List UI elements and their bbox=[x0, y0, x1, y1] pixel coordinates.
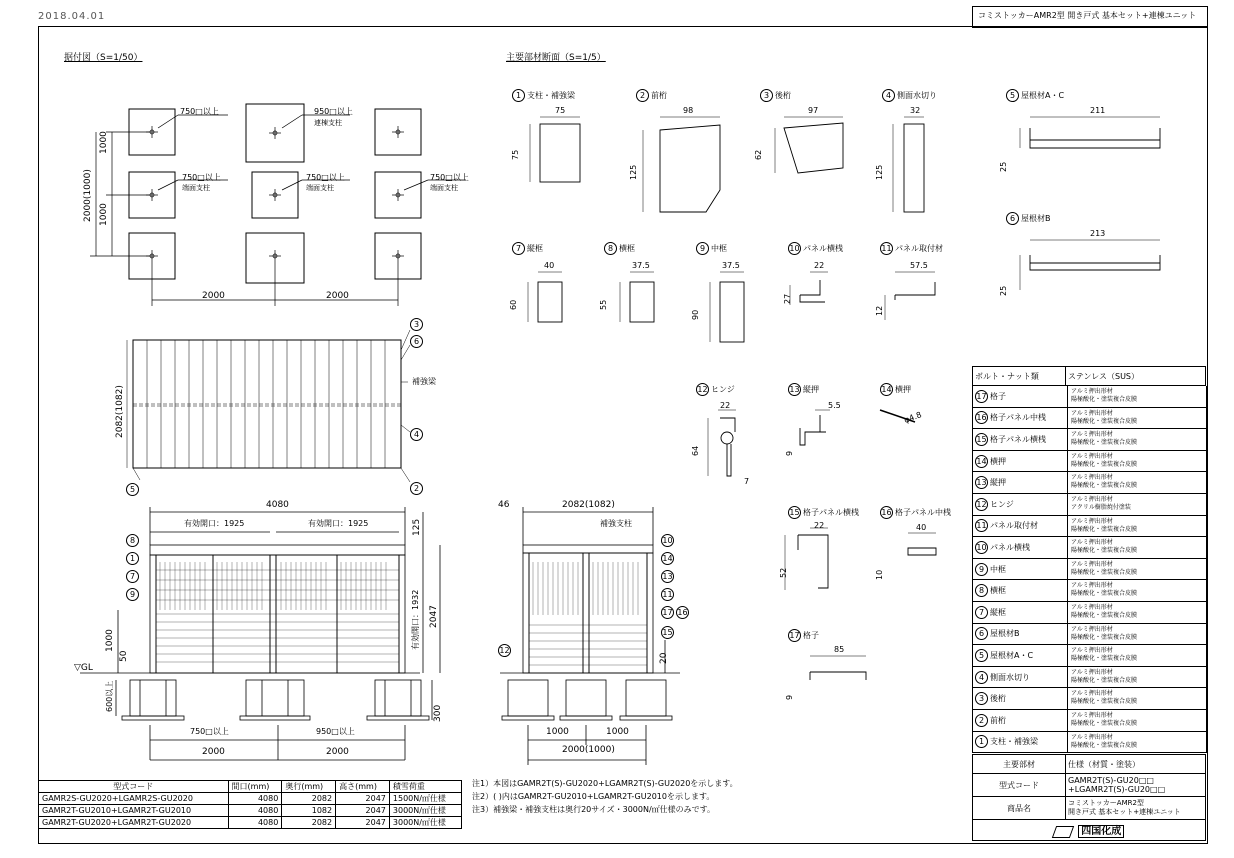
table-row bbox=[972, 732, 1207, 754]
member-13-label: 13 縦押 bbox=[789, 385, 819, 394]
parts-footer-name bbox=[973, 797, 1206, 820]
plan-callout-6: 6 bbox=[410, 335, 425, 348]
part-name: パネル横桟 bbox=[990, 542, 1030, 552]
table-row bbox=[972, 386, 1207, 408]
part-name-cell bbox=[973, 645, 1068, 666]
part-number: 5 bbox=[975, 649, 988, 662]
parts-footer-h1: 主要部材 bbox=[973, 755, 1066, 774]
part-number: 11 bbox=[976, 521, 987, 531]
layout-note-1: 750□以上 bbox=[180, 107, 219, 116]
side-callout-17: 17 bbox=[662, 608, 673, 617]
part-number: 3 bbox=[975, 692, 988, 705]
layout-dim-2000b: 2000 bbox=[326, 291, 349, 301]
member-10-label: 10 パネル横桟 bbox=[789, 244, 843, 253]
part-finish: 陽極酸化・塗装複合皮膜 bbox=[1071, 633, 1138, 641]
spec-cell: GAMR2T-GU2020+LGAMR2T-GU2020 bbox=[39, 817, 229, 829]
part-name-cell bbox=[973, 732, 1068, 753]
member-15-dim-w: 22 bbox=[814, 521, 825, 530]
part-name-cell bbox=[973, 451, 1068, 472]
part-finish: 陽極酸化・塗装複合皮膜 bbox=[1071, 698, 1138, 706]
member-7-label: 7 縦框 bbox=[512, 242, 543, 255]
drawing-title: コミストッカーAMR2型 開き戸式 基本セット+連棟ユニット bbox=[978, 11, 1197, 20]
part-number: 6 bbox=[975, 627, 988, 640]
table-row bbox=[972, 559, 1207, 581]
product-name-line-1: コミストッカーAMR2型 bbox=[1068, 799, 1144, 807]
spec-cell: 1500N/㎡仕様 bbox=[389, 793, 461, 805]
part-finish: 陽極酸化・塗装複合皮膜 bbox=[1071, 676, 1138, 684]
layout-note-4: 750□以上 bbox=[182, 173, 221, 182]
note-3: 注3）補強梁・補強支柱は奥行20サイズ・3000N/㎡仕様のみです。 bbox=[472, 805, 716, 814]
table-row bbox=[972, 408, 1207, 430]
front-bottom-1: 2000 bbox=[202, 747, 225, 757]
part-spec-cell bbox=[1068, 667, 1206, 688]
parts-table bbox=[972, 366, 1206, 386]
part-name-cell bbox=[973, 580, 1068, 601]
front-callout-1: 1 bbox=[126, 552, 141, 565]
front-fnote-2: 950□以上 bbox=[316, 727, 355, 736]
spec-cell: 2047 bbox=[336, 793, 390, 805]
part-finish: 陽極酸化・塗装複合皮膜 bbox=[1071, 439, 1138, 447]
member-14-dim: φ4.8 bbox=[902, 410, 923, 425]
layout-note-2: 950□以上 bbox=[314, 107, 353, 116]
part-finish: 陽極酸化・塗装複合皮膜 bbox=[1071, 525, 1138, 533]
part-name-cell bbox=[973, 429, 1068, 450]
part-finish: 陽極酸化・塗装複合皮膜 bbox=[1071, 482, 1138, 490]
member-15-label: 15 格子パネル横桟 bbox=[789, 508, 859, 517]
part-finish: 陽極酸化・塗装複合皮膜 bbox=[1071, 568, 1138, 576]
part-name-cell bbox=[973, 386, 1068, 407]
side-bottom-2: 1000 bbox=[606, 727, 629, 737]
table-row bbox=[972, 710, 1207, 732]
part-material: アルミ押出形材 bbox=[1071, 733, 1113, 741]
part-name-cell bbox=[973, 688, 1068, 709]
layout-dim-total: 2000(1000) bbox=[83, 169, 93, 222]
member-17-dim-w: 85 bbox=[834, 645, 845, 654]
plan-callout-3: 3 bbox=[410, 318, 425, 331]
member-12-dim-w: 22 bbox=[720, 401, 731, 410]
layout-note-7: 端面支柱 bbox=[306, 184, 334, 192]
member-4-dim-h: 125 bbox=[875, 164, 884, 180]
side-bottom-1: 1000 bbox=[546, 727, 569, 737]
part-name: 側面水切り bbox=[990, 672, 1030, 682]
parts-footer bbox=[972, 754, 1206, 841]
table-row bbox=[39, 805, 462, 817]
spec-cell: 3000N/㎡仕様 bbox=[389, 805, 461, 817]
plan-callout-2: 2 bbox=[410, 482, 425, 495]
member-17-dim-h: 9 bbox=[785, 694, 794, 700]
part-spec-cell bbox=[1068, 580, 1206, 601]
spec-head-depth: 奥行(mm) bbox=[282, 781, 336, 793]
part-material: アルミ押出形材 bbox=[1071, 711, 1113, 719]
member-4-dim-w: 32 bbox=[910, 106, 921, 115]
product-name-line-2: 開き戸式 基本セット+連棟ユニット bbox=[1068, 808, 1181, 816]
front-callout-7: 7 bbox=[126, 570, 141, 583]
part-number: 17 bbox=[976, 391, 987, 401]
part-material: アルミ押出形材 bbox=[1071, 495, 1113, 503]
side-callout-12: 12 bbox=[499, 646, 510, 655]
side-label: 補強支柱 bbox=[600, 519, 632, 528]
part-number: 4 bbox=[975, 671, 988, 684]
parts-footer-head bbox=[973, 755, 1206, 774]
table-row bbox=[972, 624, 1207, 646]
front-width-dim: 4080 bbox=[266, 500, 289, 510]
spec-cell: GAMR2T-GU2010+LGAMR2T-GU2010 bbox=[39, 805, 229, 817]
spec-table bbox=[38, 780, 462, 829]
table-row bbox=[972, 516, 1207, 538]
part-name: 支柱・補強梁 bbox=[990, 737, 1038, 747]
member-12-dim-h: 64 bbox=[691, 445, 700, 456]
side-callout-15: 15 bbox=[662, 628, 673, 637]
member-5-dim-h: 25 bbox=[999, 161, 1008, 172]
front-dim-300: 300 bbox=[433, 704, 443, 722]
member-8-label: 8 横框 bbox=[604, 242, 635, 255]
part-material: アルミ押出形材 bbox=[1071, 582, 1113, 590]
layout-note-6: 750□以上 bbox=[306, 173, 345, 182]
part-name: 縦框 bbox=[990, 607, 1006, 617]
member-5-label: 5 屋根材A・C bbox=[1006, 89, 1064, 102]
layout-dim-2000a: 2000 bbox=[202, 291, 225, 301]
member-6-label: 6 屋根材B bbox=[1006, 212, 1051, 225]
part-name-cell bbox=[973, 472, 1068, 493]
member-4-label: 4 側面水切り bbox=[882, 89, 937, 102]
parts-footer-h2: 仕様（材質・塗装） bbox=[1066, 755, 1206, 774]
member-3-dim-w: 97 bbox=[808, 106, 819, 115]
part-spec-cell bbox=[1068, 429, 1206, 450]
parts-code-value bbox=[1066, 774, 1206, 797]
table-row bbox=[972, 429, 1207, 451]
spec-cell: 4080 bbox=[228, 793, 282, 805]
table-row bbox=[972, 645, 1207, 667]
front-height-dim: 2047 bbox=[429, 605, 439, 628]
front-bottom-2: 2000 bbox=[326, 747, 349, 757]
side-depth-dim: 2082(1082) bbox=[562, 500, 615, 510]
part-spec-cell bbox=[1068, 624, 1206, 645]
member-13-dim-w: 5.5 bbox=[828, 401, 841, 410]
part-spec-cell bbox=[1068, 602, 1206, 623]
layout-dim-1000a: 1000 bbox=[99, 131, 109, 154]
part-name: 縦押 bbox=[990, 478, 1006, 488]
section-members-title: 主要部材断面（S=1/5） bbox=[506, 53, 606, 63]
spec-cell: 4080 bbox=[228, 817, 282, 829]
side-bottom-total: 2000(1000) bbox=[562, 745, 615, 755]
member-16-label: 16 格子パネル中桟 bbox=[881, 508, 951, 517]
part-spec-cell bbox=[1068, 710, 1206, 731]
part-number: 9 bbox=[975, 563, 988, 576]
table-row bbox=[972, 602, 1207, 624]
drawing-date: 2018.04.01 bbox=[38, 11, 106, 22]
parts-head-sus: ステンレス（SUS） bbox=[1066, 367, 1206, 386]
part-spec-cell bbox=[1068, 494, 1206, 515]
part-name: 横押 bbox=[990, 456, 1006, 466]
code-value-line-2: +LGAMR2T(S)-GU20□□ bbox=[1068, 785, 1166, 794]
member-2-label: 2 前桁 bbox=[636, 89, 667, 102]
side-dim-20: 20 bbox=[659, 652, 669, 664]
part-finish: 陽極酸化・塗装複合皮膜 bbox=[1071, 719, 1138, 727]
spec-cell: 2047 bbox=[336, 817, 390, 829]
part-spec-cell bbox=[1068, 645, 1206, 666]
member-8-dim-w: 37.5 bbox=[632, 261, 650, 270]
part-name-cell bbox=[973, 710, 1068, 731]
member-17-label: 17 格子 bbox=[789, 631, 819, 640]
part-name: 前桁 bbox=[990, 715, 1006, 725]
part-spec-cell bbox=[1068, 386, 1206, 407]
part-finish: アクリル樹脂焼付塗装 bbox=[1071, 503, 1131, 511]
part-number: 16 bbox=[976, 413, 987, 423]
table-row bbox=[39, 793, 462, 805]
member-9-label: 9 中框 bbox=[696, 242, 727, 255]
member-2-dim-w: 98 bbox=[683, 106, 694, 115]
part-material: アルミ押出形材 bbox=[1071, 539, 1113, 547]
part-material: アルミ押出形材 bbox=[1071, 409, 1113, 417]
part-name-cell bbox=[973, 559, 1068, 580]
part-name: ヒンジ bbox=[990, 499, 1014, 509]
part-name: 格子 bbox=[990, 391, 1006, 401]
front-foundation: 600以上 bbox=[105, 680, 114, 712]
part-finish: 陽極酸化・塗装複合皮膜 bbox=[1071, 396, 1138, 403]
side-callout-14: 14 bbox=[662, 554, 673, 563]
spec-head-snow: 積雪荷重 bbox=[389, 781, 461, 793]
parts-head-row bbox=[973, 367, 1206, 386]
member-7-dim-w: 40 bbox=[544, 261, 555, 270]
member-1-dim-h: 75 bbox=[511, 149, 520, 160]
member-14-label: 14 横押 bbox=[881, 385, 911, 394]
part-number: 10 bbox=[976, 542, 987, 552]
part-finish: 陽極酸化・塗装複合皮膜 bbox=[1071, 547, 1138, 555]
part-name: 後桁 bbox=[990, 694, 1006, 704]
brand-logo-icon bbox=[1052, 826, 1074, 838]
member-1-label: 1 支柱・補強梁 bbox=[512, 89, 575, 102]
part-material: アルミ押出形材 bbox=[1071, 517, 1113, 525]
part-number: 12 bbox=[976, 499, 987, 509]
side-callout-16: 16 bbox=[677, 608, 688, 617]
front-top-dim: 125 bbox=[412, 518, 422, 536]
member-11-label: 11 パネル取付材 bbox=[881, 244, 943, 253]
plan-label: 補強梁 bbox=[412, 377, 436, 386]
brand-cell bbox=[973, 820, 1206, 841]
spec-cell: 2082 bbox=[282, 793, 336, 805]
part-name-cell bbox=[973, 408, 1068, 429]
part-name-cell bbox=[973, 624, 1068, 645]
member-6-dim-w: 213 bbox=[1090, 229, 1106, 238]
part-name: 格子パネル中桟 bbox=[990, 413, 1046, 423]
plan-callout-5: 5 bbox=[126, 483, 141, 496]
plan-depth-dim: 2082(1082) bbox=[115, 385, 125, 438]
part-spec-cell bbox=[1068, 408, 1206, 429]
spec-cell: 3000N/㎡仕様 bbox=[389, 817, 461, 829]
brand-name: 四国化成 bbox=[1078, 825, 1124, 838]
table-row bbox=[972, 451, 1207, 473]
code-value-line-1: GAMR2T(S)-GU20□□ bbox=[1068, 776, 1154, 785]
parts-footer-brand bbox=[973, 820, 1206, 841]
part-name-cell bbox=[973, 667, 1068, 688]
part-finish: 陽極酸化・塗装複合皮膜 bbox=[1071, 741, 1138, 749]
part-number: 7 bbox=[975, 606, 988, 619]
part-spec-cell bbox=[1068, 732, 1206, 753]
layout-note-9: 端面支柱 bbox=[430, 184, 458, 192]
front-gl: ▽GL bbox=[74, 663, 93, 673]
part-material: アルミ押出形材 bbox=[1071, 690, 1113, 698]
parts-head-bolt: ボルト・ナット類 bbox=[973, 367, 1066, 386]
member-11-dim-h: 12 bbox=[875, 305, 884, 316]
part-name: 屋根材A・C bbox=[990, 650, 1034, 660]
note-2: 注2）( )内はGAMR2T-GU2010+LGAMR2T-GU2010を示します。 bbox=[472, 792, 715, 801]
spec-table-header bbox=[39, 781, 462, 793]
layout-note-3: 連棟支柱 bbox=[314, 119, 342, 127]
spec-head-width: 間口(mm) bbox=[228, 781, 282, 793]
part-material: アルミ押出形材 bbox=[1071, 668, 1113, 676]
part-finish: 陽極酸化・塗装複合皮膜 bbox=[1071, 611, 1138, 619]
part-finish: 陽極酸化・塗装複合皮膜 bbox=[1071, 460, 1138, 468]
parts-name-label: 商品名 bbox=[973, 797, 1066, 820]
spec-cell: GAMR2S-GU2020+LGAMR2S-GU2020 bbox=[39, 793, 229, 805]
plan-callout-4: 4 bbox=[410, 428, 425, 441]
member-3-label: 3 後桁 bbox=[760, 89, 791, 102]
part-name-cell bbox=[973, 494, 1068, 515]
member-16-dim-w: 40 bbox=[916, 523, 927, 532]
spec-cell: 4080 bbox=[228, 805, 282, 817]
spec-head-height: 高さ(mm) bbox=[336, 781, 390, 793]
side-callout-13: 13 bbox=[662, 572, 673, 581]
parts-footer-code bbox=[973, 774, 1206, 797]
member-15-dim-h: 52 bbox=[779, 567, 788, 578]
part-finish: 陽極酸化・塗装複合皮膜 bbox=[1071, 655, 1138, 663]
part-finish: 陽極酸化・塗装複合皮膜 bbox=[1071, 417, 1138, 425]
section-layout-title: 据付図（S=1/50） bbox=[64, 53, 143, 63]
part-name: 中框 bbox=[990, 564, 1006, 574]
note-1: 注1）本図はGAMR2T(S)-GU2020+LGAMR2T(S)-GU2020を示します。 bbox=[472, 779, 738, 788]
part-name: 横框 bbox=[990, 586, 1006, 596]
part-material: アルミ押出形材 bbox=[1071, 452, 1113, 460]
part-number: 15 bbox=[976, 434, 987, 444]
layout-note-5: 端面支柱 bbox=[182, 184, 210, 192]
front-opening-1: 有効開口：1925 bbox=[184, 519, 245, 528]
side-callout-10: 10 bbox=[662, 536, 673, 545]
front-opening-2: 有効開口：1925 bbox=[308, 519, 369, 528]
front-callout-9: 9 bbox=[126, 588, 141, 601]
spec-cell: 1082 bbox=[282, 805, 336, 817]
part-name: 屋根材B bbox=[990, 629, 1020, 639]
member-7-dim-h: 60 bbox=[509, 299, 518, 310]
part-name-cell bbox=[973, 537, 1068, 558]
front-fnote-1: 750□以上 bbox=[190, 727, 229, 736]
spec-head-code: 型式コード bbox=[39, 781, 229, 793]
part-material: アルミ押出形材 bbox=[1071, 431, 1113, 439]
table-row bbox=[39, 817, 462, 829]
part-number: 13 bbox=[976, 478, 987, 488]
member-6-dim-h: 25 bbox=[999, 285, 1008, 296]
part-material: アルミ押出形材 bbox=[1071, 474, 1113, 482]
front-dim-1000: 1000 bbox=[105, 629, 115, 652]
table-row bbox=[972, 688, 1207, 710]
part-material: アルミ押出形材 bbox=[1071, 560, 1113, 568]
part-spec-cell bbox=[1068, 472, 1206, 493]
spec-cell: 2047 bbox=[336, 805, 390, 817]
parts-code-label: 型式コード bbox=[973, 774, 1066, 797]
part-name: 格子パネル横桟 bbox=[990, 434, 1046, 444]
member-1-dim-w: 75 bbox=[555, 106, 566, 115]
table-row bbox=[972, 667, 1207, 689]
part-finish: 陽極酸化・塗装複合皮膜 bbox=[1071, 590, 1138, 598]
part-spec-cell bbox=[1068, 559, 1206, 580]
member-10-dim-h: 27 bbox=[783, 293, 792, 304]
member-2-dim-h: 125 bbox=[629, 164, 638, 180]
part-material: アルミ押出形材 bbox=[1071, 625, 1113, 633]
front-dim-50: 50 bbox=[119, 650, 129, 662]
part-material: アルミ押出形材 bbox=[1071, 388, 1113, 395]
part-number: 1 bbox=[975, 735, 988, 748]
member-8-dim-h: 55 bbox=[599, 299, 608, 310]
member-3-dim-h: 62 bbox=[754, 149, 763, 160]
member-10-dim-w: 22 bbox=[814, 261, 825, 270]
table-row bbox=[972, 580, 1207, 602]
side-callout-11: 11 bbox=[662, 590, 673, 599]
table-row bbox=[972, 472, 1207, 494]
member-16-dim-h: 10 bbox=[875, 569, 884, 580]
layout-dim-1000b: 1000 bbox=[99, 203, 109, 226]
part-number: 14 bbox=[976, 456, 987, 466]
member-11-dim-w: 57.5 bbox=[910, 261, 928, 270]
part-material: アルミ押出形材 bbox=[1071, 647, 1113, 655]
front-eff-height: 有効開口：1932 bbox=[411, 589, 420, 650]
part-number: 8 bbox=[975, 584, 988, 597]
table-row bbox=[972, 537, 1207, 559]
part-material: アルミ押出形材 bbox=[1071, 603, 1113, 611]
part-name-cell bbox=[973, 602, 1068, 623]
part-name-cell bbox=[973, 516, 1068, 537]
spec-cell: 2082 bbox=[282, 817, 336, 829]
parts-name-value bbox=[1066, 797, 1206, 820]
parts-rows bbox=[972, 386, 1207, 753]
member-13-dim-h: 9 bbox=[785, 450, 794, 456]
part-spec-cell bbox=[1068, 688, 1206, 709]
part-name: パネル取付材 bbox=[990, 521, 1038, 531]
member-5-dim-w: 211 bbox=[1090, 106, 1106, 115]
member-9-dim-h: 90 bbox=[691, 309, 700, 320]
part-spec-cell bbox=[1068, 537, 1206, 558]
part-spec-cell bbox=[1068, 516, 1206, 537]
part-spec-cell bbox=[1068, 451, 1206, 472]
table-row bbox=[972, 494, 1207, 516]
part-number: 2 bbox=[975, 714, 988, 727]
member-12-dim-b: 7 bbox=[744, 477, 750, 486]
layout-note-8: 750□以上 bbox=[430, 173, 469, 182]
member-9-dim-w: 37.5 bbox=[722, 261, 740, 270]
front-callout-8: 8 bbox=[126, 534, 141, 547]
side-dim-46: 46 bbox=[498, 500, 510, 510]
member-12-label: 12 ヒンジ bbox=[697, 385, 735, 394]
